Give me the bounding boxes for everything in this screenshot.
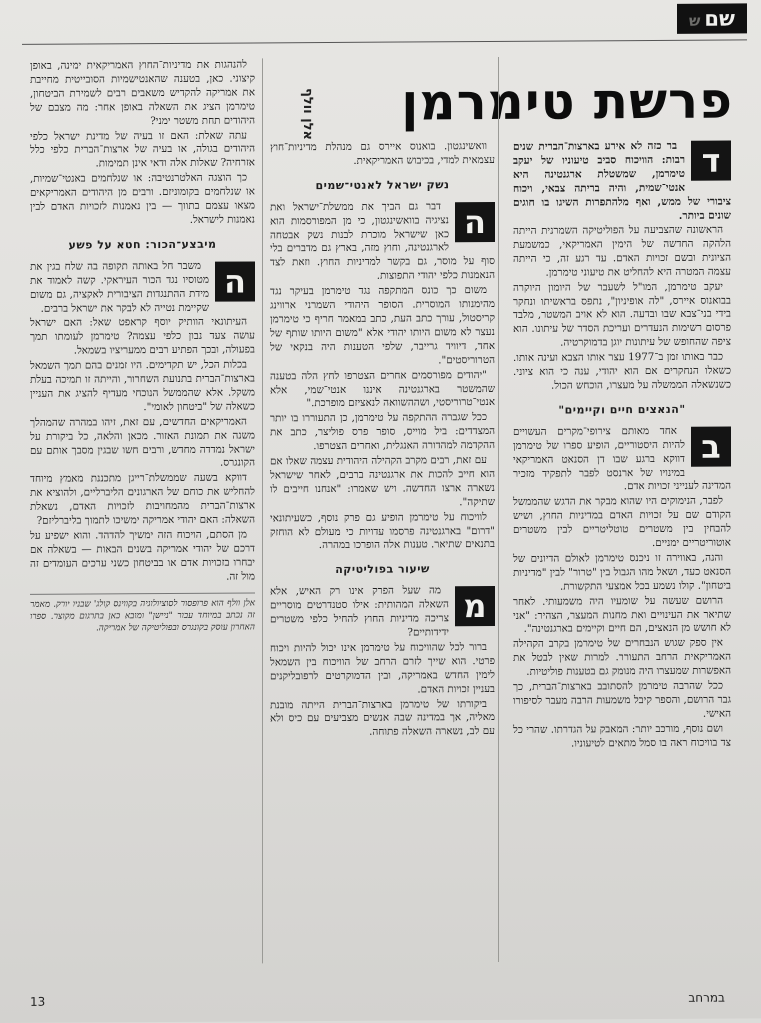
- dropcap-block: [513, 424, 731, 496]
- article-deck: בר כזה לא אירע בארצות־הברית שנים רבות: הוויכוח סביב טיעוניו של יעקב טימרמן, שמשטלת ארגנטינה היא אנטי־שמית, והיה בריתה צבאי, ויכוח ציבורי של ממש, ואף מלהתפרות השיגו בו חוגים שונים ביותר.: [513, 139, 731, 222]
- paragraph: לפבר, הנימוקים היו שהוא מבקר את הדגש שהממשל הקודם שם על זכויות האדם במדיניות החוץ, ושיש להבחין בין משטרים טוטליטריים לבין משטרים אוטוריטריים ימניים.: [513, 494, 731, 550]
- author-footnote: אלן וולף הוא פרופסור לסוציולוגיה בקווינס קולג' שבניו יורק. מאמר זה נכתב במיוחד עבור "ניישן" ומובא כאן בתרגום מקוצר. ספרו האחרון עוסק בקונגרס ובפוליטיקה של אמריקה.: [30, 592, 255, 634]
- paragraph: והנה, באווירה זו ניכנס טימרמן לאולם הדיונים של הסנאט כעד, ושאל מהו הגבול בין "טרור" לבין "מדיניות ביטחון". קולו נשמע בכל אמצעי התקשורת.: [513, 551, 731, 593]
- subhead: "הנאצים חיים וקיימים": [558, 402, 686, 417]
- subhead: מיבצע־הכור: חטא על פשע: [68, 237, 217, 252]
- article-byline: אלן וולף: [300, 88, 315, 141]
- paragraph: ברור לכל שהוויכוח על טימרמן אינו יכול להיות ויכוח פרטי. הוא שייך לזרם הרחב של הוויכוח בין השמאל לימין החדש באמריקה, ובין הדמוקרטים לרפובליקנים בעניין זכויות האדם.: [270, 640, 495, 696]
- section-tag: [677, 3, 747, 33]
- paragraph: לוויכוח על טימרמן הופיע גם פרק נוסף, כשעיתונאי "דרום" בארגנטינה פרסמו עדויות כי מעולם לא הוחזק בתנאים שתיאר. טענות אלה הופרכו במהרה.: [270, 510, 495, 552]
- paragraph: הראשונה שהצביעה על הפוליטיקה השמרנית הייתה הלהקה החדשה של הימין האמריקאי, כמשמעת הציונית ובשם זכויות האדם. עד רגע זה, כי הייתה עצמה המטרה היא להחליט את טיעוני טימרמן.: [513, 223, 731, 279]
- paragraph: מה שעל הפרק אינו רק האיש, אלא השאלה המהותית: אילו סטנדרטים מוסריים צריכה מדיניות החוץ להחיל כלפי משטרים ידידותיים?: [270, 584, 449, 639]
- paragraph: כבר באותו זמן ב־1977 עצר אותו הצבא ועינה אותו. כשאלו הנחקרים אם הוא יהודי, ענה כי הוא ציוני. כשנשאלה הממשלה על מעצרו, הוכחש הכול.: [513, 350, 731, 392]
- paragraph: ככל שהרבה טימרמן להסתובב בארצות־הברית, כך גבר הרושם, והספר קיבל משמעות הרבה מעבר לסיפורו האישי.: [513, 679, 731, 720]
- paragraph: אחד מאותם צירופי־מקרים העשויים להיות היסטוריים, הופיע ספרו של טימרמן דווקא ברגע שבו דן הסנאט האמריקאי במינויו של ארנסט לפבר לתפקיד מזכיר המדינה לענייני זכויות אדם.: [513, 424, 731, 493]
- paragraph: הרושם שעשה על שומעיו היה משמעותי. לאחר שתיאר את העינויים ואת מחנות המעצר, הצהיר: "אני לא חושש מן הנאצים, הם חיים וקיימים בארגנטינה".: [513, 594, 731, 636]
- article-headline: פרשת טימרמן: [401, 71, 733, 132]
- paragraph: העיתונאי הוותיק יוסף קראפט שאל: האם ישראל עושה צעד נבון כלפי עצמה? טימרמן לעומתו תמך בפעולה, ובכך הפתיע רבים ממעריציו בשמאל.: [30, 315, 255, 357]
- paragraph: עתה שאלת: האם זו בעיה של מדינת ישראל כלפי היהודים בגולה, או בעיה של ארצות־הברית כלפי כלל אזרחיה? שאלות אלה ודאי אינן תמימות.: [30, 129, 255, 170]
- subhead: שיעור בפוליטיקה: [335, 562, 430, 577]
- paragraph: ושם נוסף, מורכב יותר: המאבק על הגדרתו. שהרי כל צד בוויכוח ראה בו סמל מתאים לטיעוניו.: [513, 722, 731, 750]
- paragraph: משום כך כונס המתקפה נגד טימרמן בעיקר נגד מהימנותו המוסרית. הסופר היהודי השמרני ארווינג קריסטול, עורך כתב העת, כתב במאמר חריף כי טימרמן נעצר לא משום היותו יהודי אלא "משום היותו שותף של אחד, דיוויד גרייבר, שלפי הטענות היה בנקאי של הטרוריסטים".: [270, 284, 495, 367]
- paragraph: כך הוצגה האלטרנטיבה: או שנלחמים באנטי־שמיות, או שנלחמים בקומוניזם. ורבים מן היהודים האמריקאים מצאו עצמם בתווך — בין נאמנות לזכויות האדם לבין נאמנות לישראל.: [30, 171, 255, 226]
- opening-block: [513, 139, 731, 225]
- page-number: 13: [30, 994, 46, 1009]
- subhead: נשק ישראל לאנטי־שמים: [315, 178, 450, 192]
- paragraph: "יהודים מפורסמים אחרים הצטרפו לחץ הלה בטענה שהמשטר בארגנטינה איננו אנטי־שמי, אלא אנטי־טרוריסטי, ושההשוואה לנאציזם מופרכת.": [270, 368, 495, 410]
- dropcap-block: [270, 200, 495, 286]
- dropcap-he: ה: [215, 261, 255, 301]
- dropcap-block: [30, 259, 255, 317]
- paragraph: יעקב טימרמן, המו"ל לשעבר של היומון היוקרה בבואנוס איירס, "לה אופיניון", נתפס בראשיתו ונחקר בידי בני־צבא שבו ובדעה. הוא לא אויב המשטר, מלבד פרסום רשימות הנעדרים ועריכת הסדר של עיתונו. הוא ציפה שהחופש של עיתונות יוגן בדמוקרטיה.: [513, 280, 731, 349]
- top-rule: [22, 39, 747, 44]
- dropcap-dalet: ד: [691, 141, 731, 181]
- paragraph: ביקורתו של טימרמן בארצות־הברית הייתה מובנת מאליה, אך במדינה שבה אנשים מצביעים עם כיס ולא עם לב, נשארה השאלה פתוחה.: [270, 697, 495, 739]
- paragraph: עם זאת, רבים מקרב הקהילה היהודית עצמה שאלו אם הוא חייב להכות את ארגנטינה ברבים, לאחר שישראל נשארה ארצו החדשה. ויש שאמרו: "אנחנו חייבים לו שתיקה".: [270, 454, 495, 508]
- paragraph: משבר חל באותה תקופה בה שלח בגין את מטוסיו נגד הכור העיראקי. קשה לאמוד את מידת ההתנגדות הציבורית לאקציה, גם משום שקיימת נטייה לא לבקר את ישראל ברבים.: [30, 259, 209, 315]
- dropcap-bet: ב: [691, 426, 731, 466]
- column-divider: [498, 57, 499, 962]
- column-right: [513, 139, 731, 753]
- column-divider: [262, 58, 263, 963]
- dropcap-he: ה: [455, 202, 495, 242]
- paragraph: האמריקאים החדשים, עם זאת, זיהו במהרה שהמהלך משנה את תמונת האזור. מכאן והלאה, כל ביקורת על ישראל נמדדה מחדש, ורבים חשו שבגין מסבך אותם עם הקונגרס.: [30, 415, 255, 470]
- paragraph: להנהגות את מדיניות־החוץ האמריקאית ימינה, באופן קיצוני. כאן, בטענה שהאנטישמיות הסובייטית מחייבת את אמריקה להקדיש משאבים רבים לשמירת הביטחון, טימרמן הציג את השאלה באופן אחר: מה מצבם של היהודים תחת משטר ימני?: [30, 58, 255, 127]
- column-left: [30, 58, 255, 634]
- dropcap-mem: מ: [455, 586, 495, 626]
- paragraph: ככל שגברה ההתקפה על טימרמן, כן התעוררו בו יותר המצדדים: ביל מוייס, סופר פרס פוליצר, כתב את ההקדמה למהדורה האנגלית, ואחרים הצטרפו.: [270, 411, 495, 453]
- column-middle: [270, 140, 495, 742]
- paragraph: דבר גם הביך את ממשלת־ישראל ואת נציגיה בוואשינגטון, כי מן המפורסמות הוא כאן שישראל מוכרת לבנות נשק אבטחה לארגנטינה, וחוץ מזה, בארץ גם מדברים בלי סוף על מוסר, גם בקשר למדיניות החוץ. וזאת לצד הנאמנות כלפי יהודי התפוצות.: [270, 200, 495, 282]
- paragraph: דווקא בשעה שממשלת־רייגן מתכננת מאמץ מיוחד להחליש את כוחם של הארגונים הליברליים, ולהוציא את ארצות־הברית מהמחויבות לזכויות האדם, נשאלת השאלה: האם יהודי אמריקה ימשיכו לתמוך בליברליזם?: [30, 471, 255, 527]
- footer-section-label: במרחב: [688, 990, 725, 1005]
- paragraph: בכלות הכל, יש תקדימים. היו זמנים בהם תמך השמאל בארצות־הברית בתנועת השחרור, והייתה זו תמיכה בעלת משקל. אלא שהממשל הנוכחי מעדיף להציג את העניין כשאלה של "ביטחון לאומי".: [30, 358, 255, 413]
- paragraph: מן הסתם, הויכוח הזה ימשיך להדהד. והוא ישפיע על דרכם של יהודי אמריקה בשנים הבאות — בשאלה אם יבחרו בזכויות אדם או בביטחון כשני ערכים העומדים זה מול זה.: [30, 528, 255, 583]
- dropcap-block: [270, 584, 495, 642]
- paragraph: אין ספק שגוש הנבחרים של טימרמן בקרב הקהילה האמריקאית הרחב התעורר. למרות שאין לבטל את האפשרות שמעצרו היה מנומק גם בטענות פוליטיות.: [513, 636, 731, 678]
- paragraph: וואשינגטון. בואנוס איירס גם מנהלת מדיניות־חוץ עצמאית למדי, בכיבוש האמריקאית.: [270, 140, 495, 167]
- section-tag-label: שם: [704, 6, 735, 31]
- section-tag-ghost: ש: [689, 11, 701, 30]
